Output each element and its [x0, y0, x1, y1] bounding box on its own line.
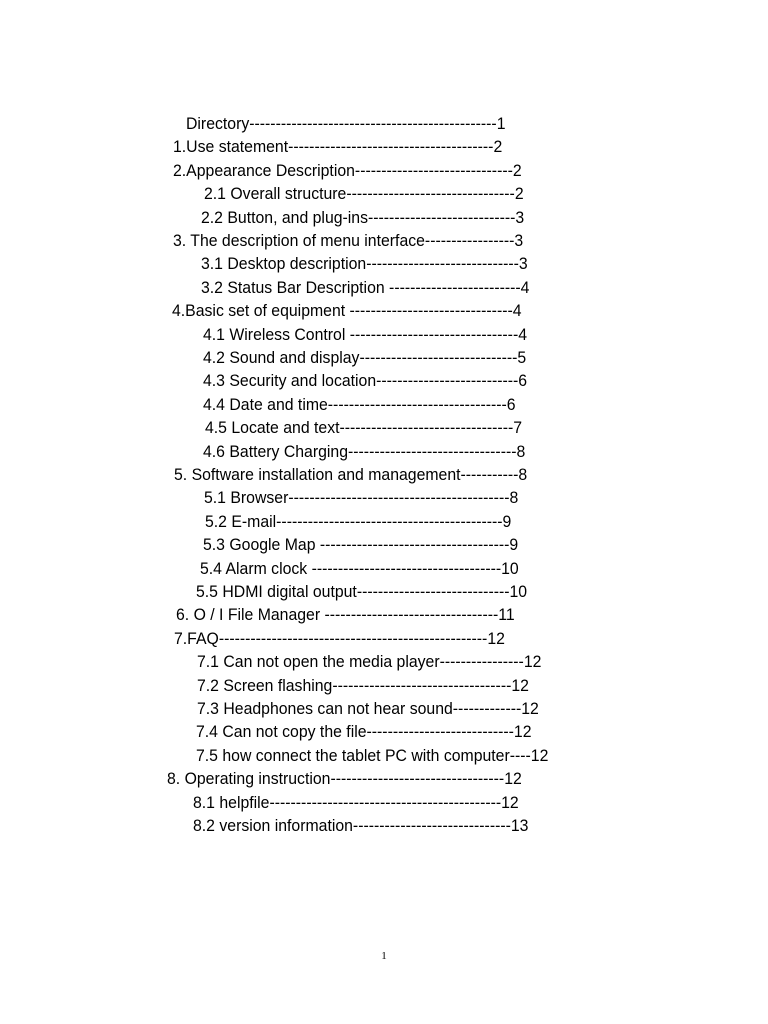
toc-entry-5: 5. Software installation and management-----------8: [174, 465, 528, 484]
toc-entry-5-2: 5.2 E-mail-------------------------------------------9: [205, 511, 512, 531]
toc-entry-5-3: 5.3 Google Map ------------------------------------9: [203, 535, 519, 555]
toc-entry-4-2: 4.2 Sound and display------------------------------5: [203, 348, 527, 367]
toc-entry-5-4: 5.4 Alarm clock ------------------------------------10: [200, 558, 519, 578]
toc-entry-2-2: 2.2 Button, and plug-ins----------------------------3: [201, 207, 525, 227]
toc-entry-3-2: 3.2 Status Bar Description -------------------------4: [201, 277, 530, 297]
page-number: 1: [381, 950, 387, 962]
toc-entry-8-2: 8.2 version information------------------------------13: [193, 816, 529, 835]
toc-entry-4-3: 4.3 Security and location---------------------------6: [203, 371, 528, 391]
toc-entry-2: 2.Appearance Description------------------------------2: [173, 160, 522, 180]
toc-entry-7-3: 7.3 Headphones can not hear sound-------------12: [197, 699, 539, 718]
toc-entry-4-1: 4.1 Wireless Control --------------------------------4: [203, 324, 528, 344]
toc-entry-7-5: 7.5 how connect the tablet PC with computer----12: [196, 745, 549, 765]
toc-entry-3: 3. The description of menu interface-----------------3: [173, 231, 524, 250]
toc-entry-4: 4.Basic set of equipment -------------------------------4: [172, 301, 522, 321]
toc-entry-3-1: 3.1 Desktop description-----------------------------3: [201, 254, 528, 274]
toc-entry-1: 1.Use statement---------------------------------------2: [173, 137, 503, 157]
toc-entry-8: 8. Operating instruction---------------------------------12: [167, 769, 522, 789]
toc-entry-8-1: 8.1 helpfile--------------------------------------------12: [193, 792, 519, 812]
toc-entry-5-5: 5.5 HDMI digital output-----------------------------10: [196, 582, 528, 601]
toc-entry-4-4: 4.4 Date and time----------------------------------6: [203, 394, 516, 414]
toc-entry-directory: Directory-----------------------------------------------1: [186, 114, 506, 133]
toc-entry-7: 7.FAQ---------------------------------------------------12: [174, 628, 505, 648]
toc-entry-7-2: 7.2 Screen flashing----------------------------------12: [197, 675, 529, 695]
toc-entry-7-4: 7.4 Can not copy the file----------------------------12: [196, 722, 532, 742]
toc-entry-6: 6. O / I File Manager ---------------------------------11: [176, 605, 515, 625]
toc-entry-4-6: 4.6 Battery Charging--------------------------------8: [203, 441, 526, 461]
toc-entry-5-1: 5.1 Browser------------------------------------------8: [204, 488, 519, 508]
toc-entry-2-1: 2.1 Overall structure--------------------------------2: [204, 184, 524, 204]
toc-entry-4-5: 4.5 Locate and text---------------------------------7: [205, 418, 523, 438]
toc-entry-7-1: 7.1 Can not open the media player----------------12: [197, 652, 542, 672]
